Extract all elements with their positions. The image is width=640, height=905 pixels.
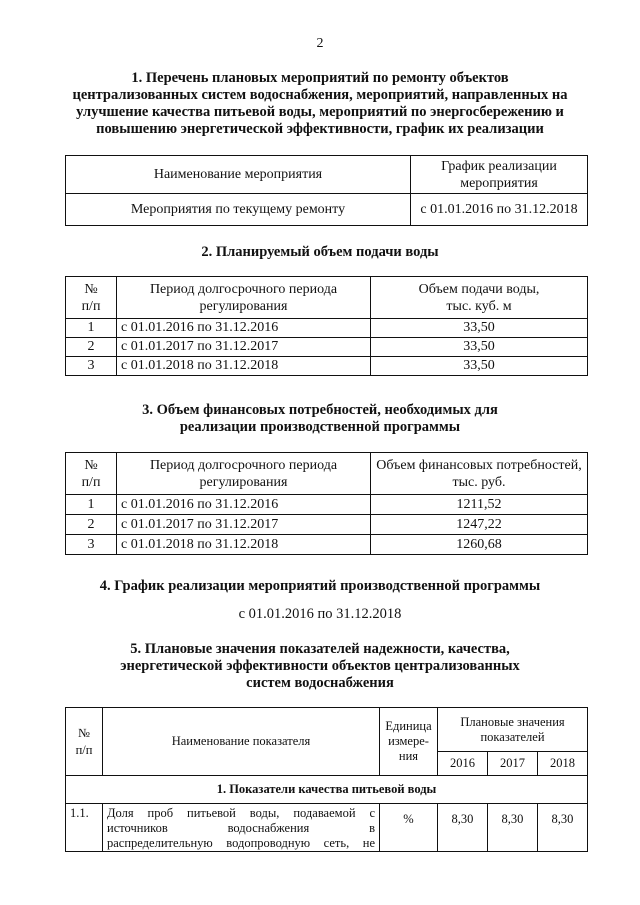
header-indicator-name: Наименование показателя [103,708,380,776]
water-supply-table [65,276,588,376]
table-row [66,535,588,555]
section-4-period: с 01.01.2016 по 31.12.2018 [238,606,402,622]
header-num: № п/п [66,708,103,776]
section-4-title: 4. График реализации мероприятий производственной программы [99,578,541,594]
header-unit: Единица измере- ния [380,708,438,776]
section-5-title: 5. Плановые значения показателей надежности, качества, энергетической эффективности объектов централизованных систем водоснабжения [120,641,520,691]
row-value: 33,50 [371,319,588,338]
row-value-2018: 8,30 [537,804,587,852]
header-year-2017: 2017 [487,752,537,776]
indicators-table [65,707,588,852]
header-period: Период долгосрочного периода регулирования [117,453,371,495]
section-3-title: 3. Объем финансовых потребностей, необходимых для реализации производственной программы [142,402,498,435]
header-year-2018: 2018 [537,752,587,776]
row-period: с 01.01.2017 по 31.12.2017 [117,515,371,535]
row-num: 3 [66,357,117,376]
row-num: 1 [66,495,117,515]
table-row [66,515,588,535]
group-title: 1. Показатели качества питьевой воды [66,776,588,804]
page-number: 2 [316,36,324,51]
section-2-title: 2. Планируемый объем подачи воды [201,244,439,260]
table-row [66,194,588,226]
row-num: 1.1. [66,804,103,852]
row-num: 1 [66,319,117,338]
header-num: № п/п [66,453,117,495]
row-indicator-name: Доля проб питьевой воды, подаваемой с источников водоснабжения в распределительную водопроводную сеть, не [103,804,380,852]
header-activity-name: Наименование мероприятия [66,156,411,194]
row-num: 2 [66,515,117,535]
row-num: 2 [66,338,117,357]
header-period: Период долгосрочного периода регулирования [117,277,371,319]
financial-needs-table [65,452,588,555]
table-row [66,804,588,852]
row-value: 1260,68 [371,535,588,555]
header-planned-values: Плановые значения показателей [438,708,588,752]
row-period: с 01.01.2018 по 31.12.2018 [117,535,371,555]
row-value-2017: 8,30 [487,804,537,852]
header-financial-value: Объем финансовых потребностей, тыс. руб. [371,453,588,495]
row-period: с 01.01.2018 по 31.12.2018 [117,357,371,376]
row-value-2016: 8,30 [438,804,488,852]
row-value: 33,50 [371,357,588,376]
activity-name: Мероприятия по текущему ремонту [66,194,411,226]
section-1-title: 1. Перечень плановых мероприятий по ремонту объектов централизованных систем водоснабжения, мероприятий, направленных на улучшение качества питьевой воды, мероприятий по энергосбережению и повышению энергетической эффективности, график их реализации [72,70,568,137]
activities-table [65,155,588,226]
table-row [66,357,588,376]
row-period: с 01.01.2016 по 31.12.2016 [117,495,371,515]
table-row [66,319,588,338]
activity-schedule: с 01.01.2016 по 31.12.2018 [411,194,588,226]
row-value: 1211,52 [371,495,588,515]
table-row [66,495,588,515]
row-period: с 01.01.2016 по 31.12.2016 [117,319,371,338]
header-volume: Объем подачи воды, тыс. куб. м [371,277,588,319]
header-year-2016: 2016 [438,752,488,776]
table-row [66,338,588,357]
row-value: 1247,22 [371,515,588,535]
row-unit: % [380,804,438,852]
row-period: с 01.01.2017 по 31.12.2017 [117,338,371,357]
row-num: 3 [66,535,117,555]
row-value: 33,50 [371,338,588,357]
header-schedule: График реализации мероприятия [411,156,588,194]
header-num: № п/п [66,277,117,319]
